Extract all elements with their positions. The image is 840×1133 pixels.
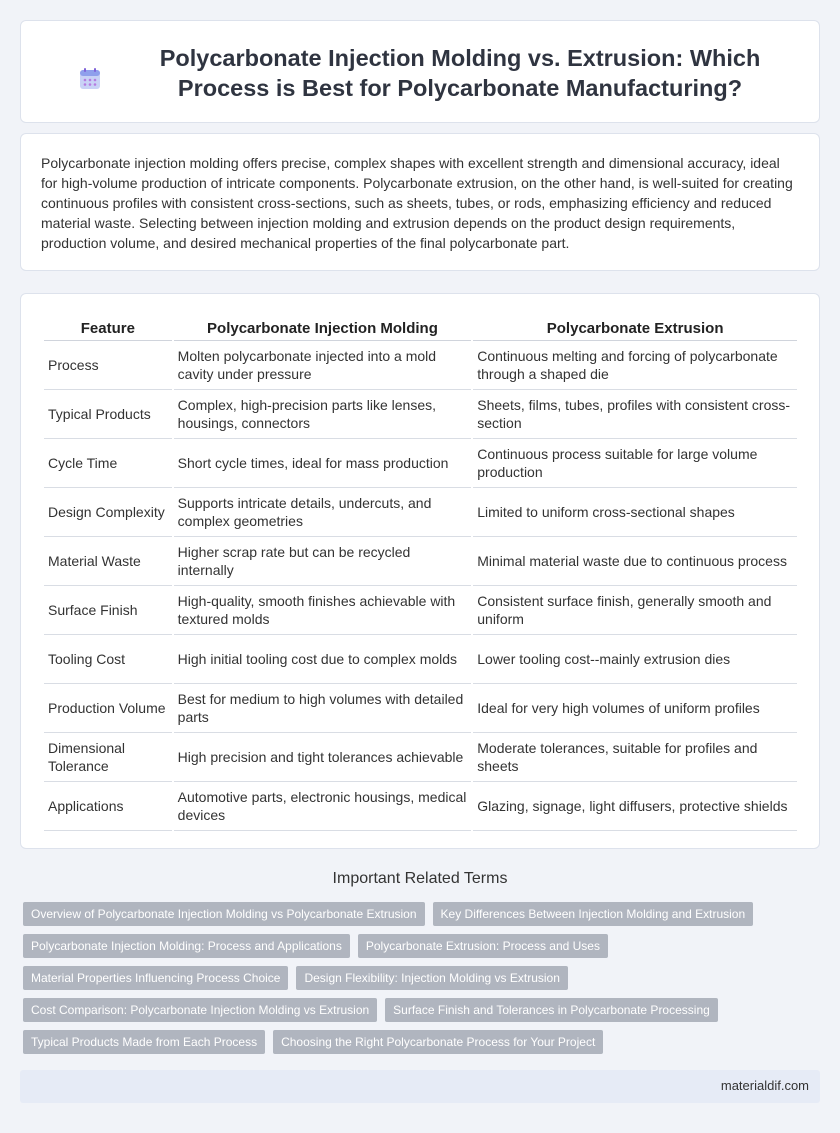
- header-injection-molding: Polycarbonate Injection Molding: [174, 314, 472, 341]
- related-term-tag[interactable]: Polycarbonate Extrusion: Process and Uses: [358, 934, 608, 958]
- related-term-tag[interactable]: Polycarbonate Injection Molding: Process and Applications: [23, 934, 350, 958]
- feature-cell: Surface Finish: [44, 586, 172, 635]
- extrusion-cell: Glazing, signage, light diffusers, protective shields: [473, 782, 797, 831]
- extrusion-cell: Moderate tolerances, suitable for profiles and sheets: [473, 733, 797, 782]
- feature-cell: Dimensional Tolerance: [44, 733, 172, 782]
- extrusion-cell: Continuous melting and forcing of polycarbonate through a shaped die: [473, 341, 797, 390]
- extrusion-cell: Consistent surface finish, generally smooth and uniform: [473, 586, 797, 635]
- table-row: [44, 733, 797, 782]
- related-term-tag[interactable]: Choosing the Right Polycarbonate Process for Your Project: [273, 1030, 603, 1054]
- related-term-tag[interactable]: Surface Finish and Tolerances in Polycarbonate Processing: [385, 998, 718, 1022]
- injection-cell: Short cycle times, ideal for mass production: [174, 439, 472, 488]
- injection-cell: Molten polycarbonate injected into a mold cavity under pressure: [174, 341, 472, 390]
- extrusion-cell: Limited to uniform cross-sectional shapes: [473, 488, 797, 537]
- related-term-tag[interactable]: Cost Comparison: Polycarbonate Injection Molding vs Extrusion: [23, 998, 377, 1022]
- feature-cell: Material Waste: [44, 537, 172, 586]
- feature-cell: Applications: [44, 782, 172, 831]
- feature-cell: Production Volume: [44, 684, 172, 733]
- related-term-tag[interactable]: Material Properties Influencing Process Choice: [23, 966, 288, 990]
- intro-card: [20, 133, 820, 271]
- injection-cell: High-quality, smooth finishes achievable with textured molds: [174, 586, 472, 635]
- table-header-row: [44, 314, 797, 341]
- extrusion-cell: Ideal for very high volumes of uniform profiles: [473, 684, 797, 733]
- comparison-table: [42, 314, 799, 831]
- feature-cell: Process: [44, 341, 172, 390]
- feature-cell: Cycle Time: [44, 439, 172, 488]
- injection-cell: Complex, high-precision parts like lenses, housings, connectors: [174, 390, 472, 439]
- comparison-table-card: [20, 293, 820, 849]
- table-row: [44, 341, 797, 390]
- injection-cell: High initial tooling cost due to complex molds: [174, 635, 472, 684]
- footer-site-link[interactable]: materialdif.com: [720, 1078, 809, 1093]
- injection-cell: Best for medium to high volumes with detailed parts: [174, 684, 472, 733]
- table-row: [44, 586, 797, 635]
- extrusion-cell: Continuous process suitable for large volume production: [473, 439, 797, 488]
- table-row: [44, 537, 797, 586]
- table-row: [44, 635, 797, 684]
- related-terms-list: [23, 902, 823, 1062]
- feature-cell: Tooling Cost: [44, 635, 172, 684]
- related-term-tag[interactable]: Design Flexibility: Injection Molding vs Extrusion: [296, 966, 567, 990]
- injection-cell: High precision and tight tolerances achievable: [174, 733, 472, 782]
- feature-cell: Typical Products: [44, 390, 172, 439]
- table-row: [44, 439, 797, 488]
- feature-cell: Design Complexity: [44, 488, 172, 537]
- table-row: [44, 782, 797, 831]
- table-row: [44, 488, 797, 537]
- related-term-tag[interactable]: Overview of Polycarbonate Injection Molding vs Polycarbonate Extrusion: [23, 902, 425, 926]
- table-row: [44, 390, 797, 439]
- extrusion-cell: Sheets, films, tubes, profiles with consistent cross-section: [473, 390, 797, 439]
- extrusion-cell: Minimal material waste due to continuous process: [473, 537, 797, 586]
- injection-cell: Automotive parts, electronic housings, medical devices: [174, 782, 472, 831]
- intro-paragraph: Polycarbonate injection molding offers precise, complex shapes with excellent strength and dimensional accuracy, ideal for high-volume production of intricate components. Polycarbonate extrusion, on the other hand, is well-suited for creating continuous profiles with consistent cross-sections, such as sheets, tubes, or rods, emphasizing efficiency and reduced material waste. Selecting between injection molding and extrusion depends on the product design requirements, production volume, and desired mechanical properties of the final polycarbonate part.: [41, 155, 793, 251]
- related-terms-title: Important Related Terms: [332, 870, 508, 887]
- header-feature: Feature: [44, 314, 172, 341]
- title-card: [20, 20, 820, 123]
- extrusion-cell: Lower tooling cost--mainly extrusion dies: [473, 635, 797, 684]
- header-extrusion: Polycarbonate Extrusion: [473, 314, 797, 341]
- table-row: [44, 684, 797, 733]
- related-term-tag[interactable]: Key Differences Between Injection Molding and Extrusion: [433, 902, 754, 926]
- related-term-tag[interactable]: Typical Products Made from Each Process: [23, 1030, 265, 1054]
- page-title: Polycarbonate Injection Molding vs. Extrusion: Which Process is Best for Polycarbonate Manufacturing?: [159, 45, 761, 101]
- footer: [20, 1070, 820, 1103]
- injection-cell: Supports intricate details, undercuts, and complex geometries: [174, 488, 472, 537]
- injection-cell: Higher scrap rate but can be recycled internally: [174, 537, 472, 586]
